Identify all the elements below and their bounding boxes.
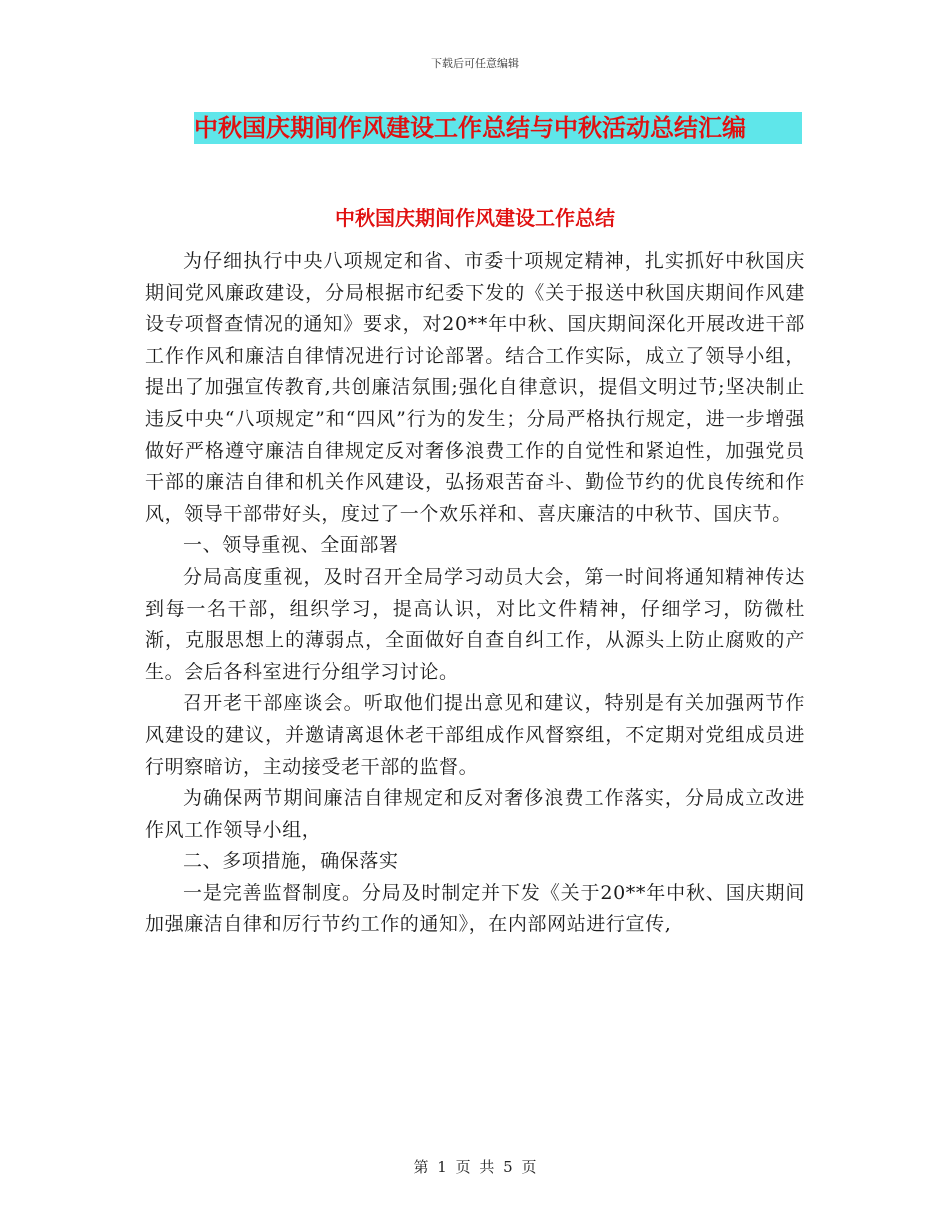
document-title: 中秋国庆期间作风建设工作总结与中秋活动总结汇编 [194,112,802,144]
paragraph-intro: 为仔细执行中央八项规定和省、市委十项规定精神，扎实抓好中秋国庆期间党风廉政建设，分局根据市纪委下发的《关于报送中秋国庆期间作风建设专项督查情况的通知》要求，对20**年中秋、国庆期间深化开展改进干部工作作风和廉洁自律情况进行讨论部署。结合工作实际，成立了领导小组，提出了加强宣传教育,共创廉洁氛围;强化自律意识，提倡文明过节;坚决制止违反中央“八项规定”和“四风”行为的发生；分局严格执行规定，进一步增强做好严格遵守廉洁自律规定反对奢侈浪费工作的自觉性和紧迫性，加强党员干部的廉洁自律和机关作风建设，弘扬艰苦奋斗、勤俭节约的优良传统和作风，领导干部带好头，度过了一个欢乐祥和、喜庆廉洁的中秋节、国庆节。 [145,250,805,525]
paragraph-team: 为确保两节期间廉洁自律规定和反对奢侈浪费工作落实，分局成立改进作风工作领导小组， [145,787,805,841]
body-text [145,246,805,941]
heading-measures: 二、多项措施，确保落实 [183,850,399,873]
section-title: 中秋国庆期间作风建设工作总结 [335,206,615,230]
header-note: 下载后可任意编辑 [431,57,519,70]
heading-leadership: 一、领导重视、全面部署 [183,534,399,557]
paragraph-meeting: 分局高度重视，及时召开全局学习动员大会，第一时间将通知精神传达到每一名干部，组织学习，提高认识，对比文件精神，仔细学习，防微杜渐，克服思想上的薄弱点，全面做好自查自纠工作，从源头上防止腐败的产生。会后各科室进行分组学习讨论。 [145,565,805,683]
paragraph-supervision: 一是完善监督制度。分局及时制定并下发《关于20**年中秋、国庆期间加强廉洁自律和厉行节约工作的通知》，在内部网站进行宣传, [145,881,805,936]
paragraph-veterans: 召开老干部座谈会。听取他们提出意见和建议，特别是有关加强两节作风建设的建议，并邀请离退休老干部组成作风督察组，不定期对党组成员进行明察暗访，主动接受老干部的监督。 [145,692,805,778]
page-number: 第 1 页 共 5 页 [413,1158,537,1176]
